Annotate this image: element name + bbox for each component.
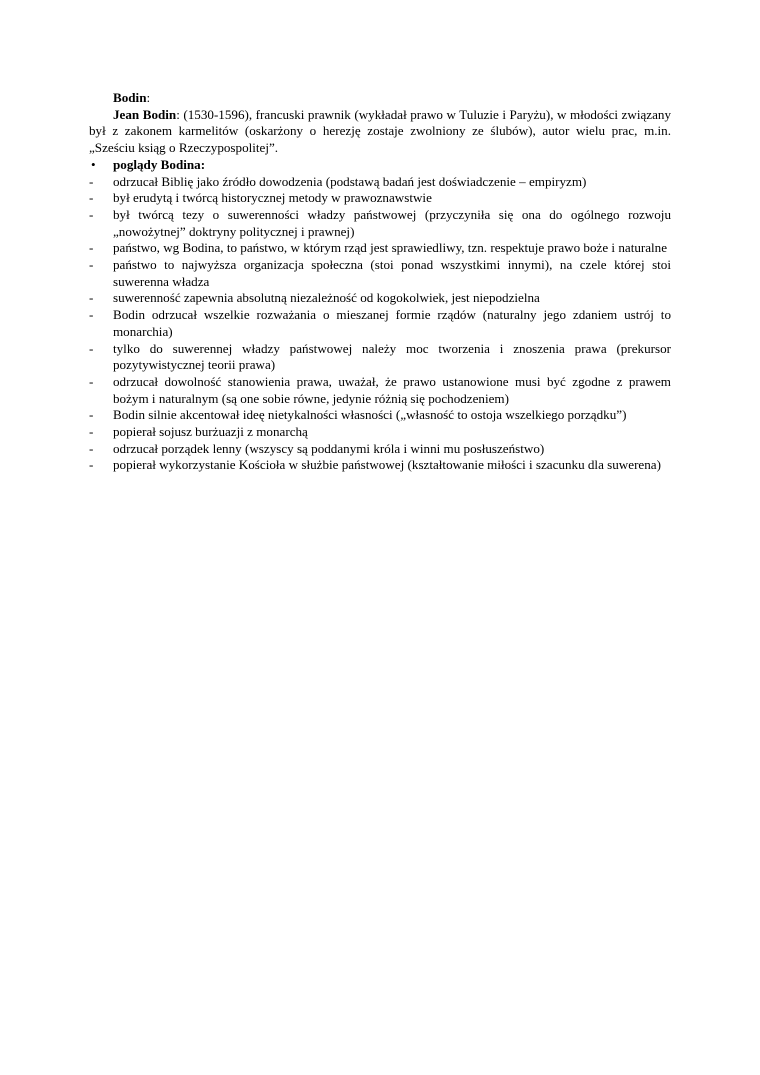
dash-icon: - — [89, 440, 94, 456]
dash-icon: - — [89, 240, 94, 256]
dash-icon: - — [89, 290, 94, 306]
list-item — [89, 290, 671, 307]
dash-icon: - — [89, 173, 94, 189]
dash-icon: - — [89, 407, 94, 423]
intro-name: Jean Bodin — [113, 106, 177, 122]
dash-icon: - — [89, 340, 94, 356]
dash-icon: - — [89, 190, 94, 206]
bullet-list — [89, 157, 671, 174]
list-item-text: tylko do suwerennej władzy państwowej należy moc tworzenia i znoszenia prawa (prekursor pozytywistycznej teorii prawa) — [113, 340, 671, 373]
list-item-text: był erudytą i twórcą historycznej metody w prawoznawstwie — [113, 190, 432, 206]
bullet-heading: poglądy Bodina — [113, 156, 201, 172]
list-item-text: popierał wykorzystanie Kościoła w służbie państwowej (kształtowanie miłości i szacunku dla suwerena) — [113, 457, 661, 473]
list-item — [89, 374, 671, 407]
section-heading — [89, 90, 671, 107]
intro-paragraph — [89, 107, 671, 157]
dash-icon: - — [89, 257, 94, 273]
list-item — [89, 307, 671, 340]
bullet-heading-suffix: : — [200, 156, 206, 172]
list-item — [89, 207, 671, 240]
list-item — [89, 457, 671, 474]
list-item-text: Bodin silnie akcentował ideę nietykalności własności („własność to ostoja wszelkiego porządku”) — [113, 407, 627, 423]
list-item — [89, 174, 671, 191]
dash-icon: - — [89, 424, 94, 440]
list-item — [89, 407, 671, 424]
list-item-text: popierał sojusz burżuazji z monarchą — [113, 424, 308, 440]
list-item-text: odrzucał porządek lenny (wszyscy są poddanymi króla i winni mu posłuszeństwo) — [113, 440, 545, 456]
list-item — [89, 424, 671, 441]
dash-icon: - — [89, 206, 94, 222]
list-item-text: Bodin odrzucał wszelkie rozważania o mieszanej formie rządów (naturalny jego zdaniem ustrój to monarchia) — [113, 307, 671, 339]
list-item-text: suwerenność zapewnia absolutną niezależność od kogokolwiek, jest niepodzielna — [113, 290, 540, 306]
list-item — [89, 341, 671, 374]
views-list — [89, 174, 671, 475]
list-item — [89, 257, 671, 290]
heading-text: Bodin — [113, 90, 147, 105]
document-page — [89, 90, 671, 474]
list-item-text: był twórcą tezy o suwerenności władzy państwowej (przyczyniła się ona do ogólnego rozwoju „nowożytnej” doktryny politycznej i prawnej) — [113, 206, 671, 239]
dash-icon: - — [89, 373, 94, 389]
list-item-text: odrzucał dowolność stanowienia prawa, uważał, że prawo ustanowione musi być zgodne z prawem bożym i naturalnym (są one sobie równe, jedynie różnią się pochodzeniem) — [113, 373, 671, 406]
dash-icon: - — [89, 307, 94, 323]
bullet-icon: • — [91, 156, 96, 172]
list-item-text: państwo, wg Bodina, to państwo, w którym rząd jest sprawiedliwy, tzn. respektuje prawo boże i naturalne — [113, 240, 668, 256]
heading-suffix: : — [146, 90, 151, 105]
list-item — [89, 441, 671, 458]
intro-text: : (1530-1596), francuski prawnik (wykładał prawo w Tuluzie i Paryżu), w młodości związany był z zakonem karmelitów (oskarżony o herezję zostaje zwolniony ze ślubów), autor wielu prac, m.in. „Sześciu ksiąg o Rzeczypospolitej”. — [89, 106, 671, 156]
list-item-text: państwo to najwyższa organizacja społeczna (stoi ponad wszystkimi innymi), na czele której stoi suwerenna władza — [113, 257, 671, 289]
bullet-item — [89, 157, 671, 174]
list-item-text: odrzucał Biblię jako źródło dowodzenia (podstawą badań jest doświadczenie – empiryzm) — [113, 173, 587, 189]
dash-icon: - — [89, 457, 94, 473]
list-item — [89, 240, 671, 257]
list-item — [89, 190, 671, 207]
